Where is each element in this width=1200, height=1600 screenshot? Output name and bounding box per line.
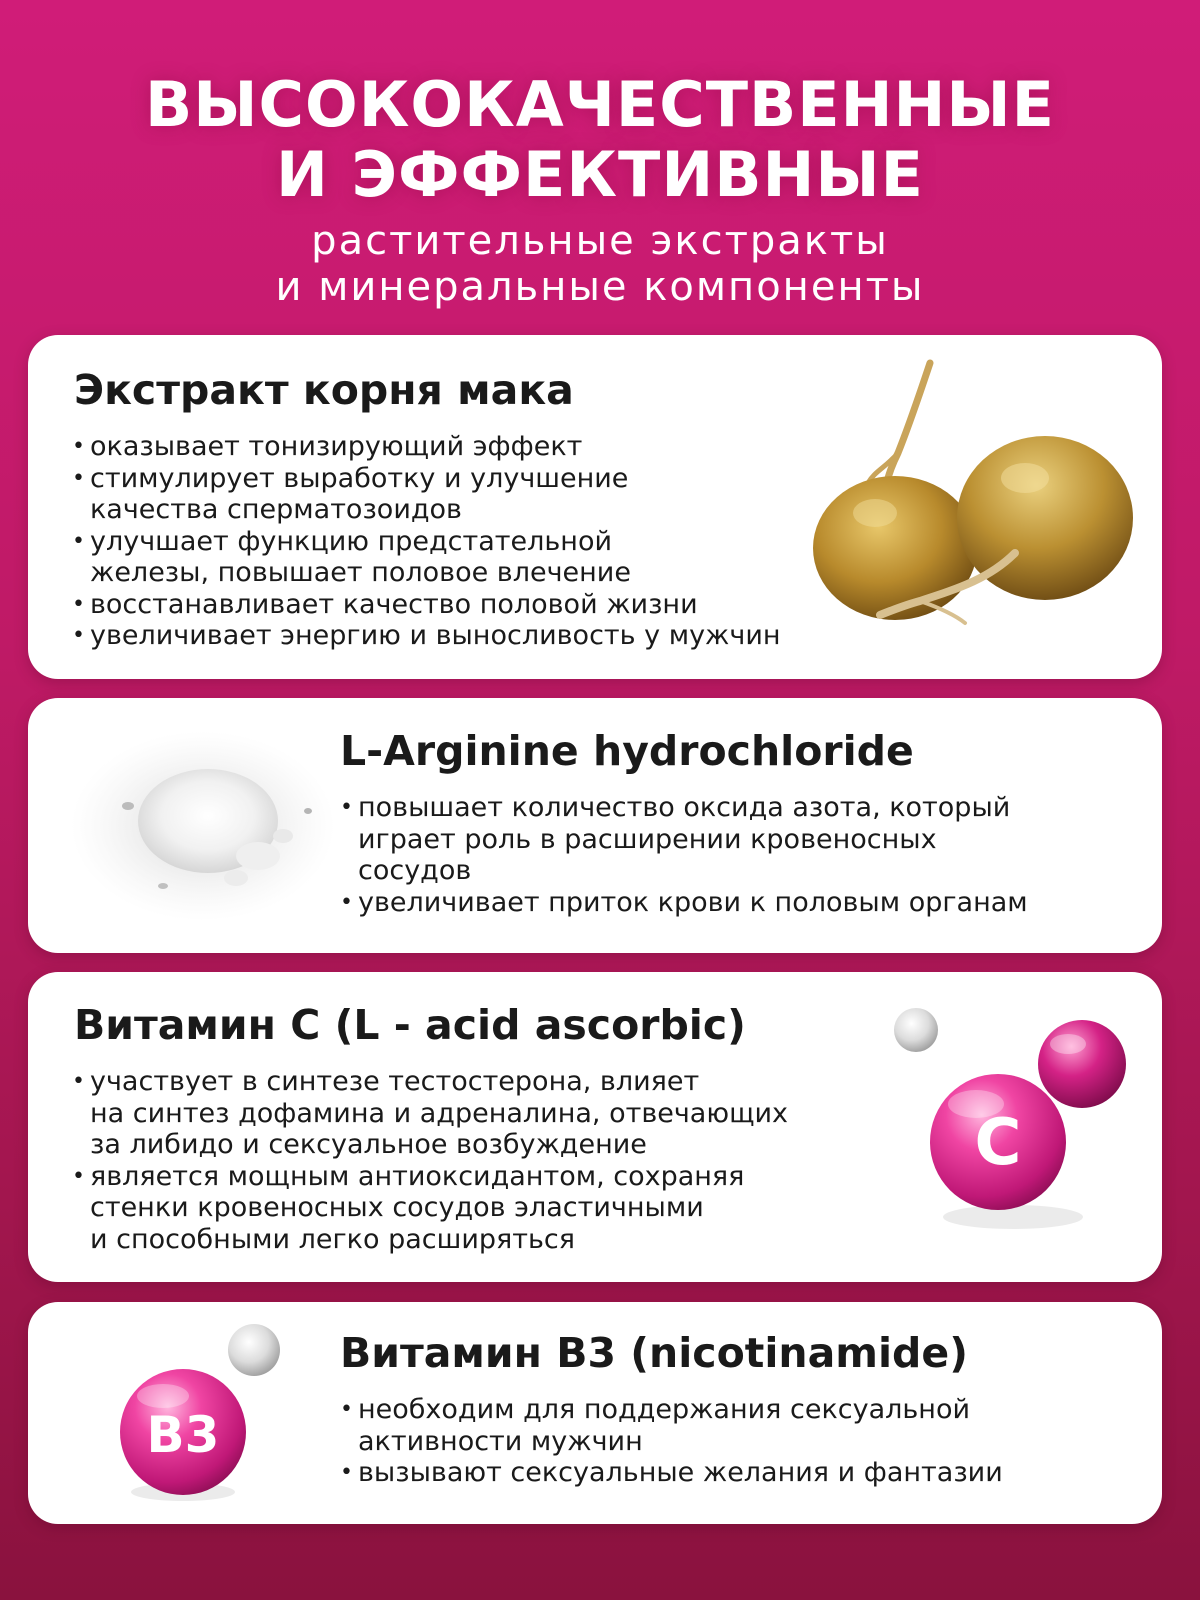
title-line-2: И ЭФФЕКТИВНЫЕ bbox=[276, 138, 924, 211]
bullet-item: • является мощным антиоксидантом, сохраняя стенки кровеносных сосудов эластичными и способными легко расширяться bbox=[72, 1161, 902, 1256]
bullet-list bbox=[340, 1394, 1140, 1489]
bullet-item: • стимулирует выработку и улучшение качества сперматозоидов bbox=[72, 463, 852, 526]
bullet-item: • оказывает тонизирующий эффект bbox=[72, 431, 852, 463]
bullet-list bbox=[72, 1066, 902, 1255]
card-l-arginine bbox=[28, 698, 1162, 953]
header bbox=[0, 70, 1200, 310]
vitamin-b3-icon bbox=[78, 1312, 318, 1512]
bullet-item: • необходим для поддержания сексуальной активности мужчин bbox=[340, 1394, 1140, 1457]
card-title: Экстракт корня мака bbox=[74, 366, 574, 414]
maca-root-illustration bbox=[790, 353, 1140, 653]
bullet-item: • восстанавливает качество половой жизни bbox=[72, 589, 852, 621]
card-vitamin-b3 bbox=[28, 1302, 1162, 1524]
bullet-item: • участвует в синтезе тестостерона, влияет на синтез дофамина и адреналина, отвечающих за либидо и сексуальное возбуждение bbox=[72, 1066, 902, 1161]
bullet-item: • повышает количество оксида азота, который играет роль в расширении кровеносных сосудов bbox=[340, 792, 1140, 887]
bullet-item: • увеличивает приток крови к половым органам bbox=[340, 887, 1140, 919]
title-line-1: ВЫСОКОКАЧЕСТВЕННЫЕ bbox=[145, 68, 1055, 141]
powder-illustration bbox=[68, 716, 338, 926]
card-vitamin-c bbox=[28, 972, 1162, 1282]
bullet-item: • вызывают сексуальные желания и фантазии bbox=[340, 1457, 1140, 1489]
card-title: Витамин C (L - acid ascorbic) bbox=[74, 1001, 746, 1049]
vitamin-b3-letter: B3 bbox=[146, 1406, 220, 1464]
card-title: L-Arginine hydrochloride bbox=[340, 727, 914, 775]
card-title: Витамин B3 (nicotinamide) bbox=[340, 1329, 968, 1377]
vitamin-c-letter: C bbox=[974, 1106, 1022, 1180]
bullet-item: • улучшает функцию предстательной железы, повышает половое влечение bbox=[72, 526, 852, 589]
vitamin-c-icon bbox=[868, 992, 1158, 1262]
bullet-list bbox=[340, 792, 1140, 918]
subtitle-line-2: и минеральные компоненты bbox=[275, 264, 925, 310]
bullet-item: • увеличивает энергию и выносливость у мужчин bbox=[72, 620, 852, 652]
subtitle-line-1: растительные экстракты bbox=[311, 218, 889, 264]
bullet-list bbox=[72, 431, 852, 652]
card-maca-root bbox=[28, 335, 1162, 679]
